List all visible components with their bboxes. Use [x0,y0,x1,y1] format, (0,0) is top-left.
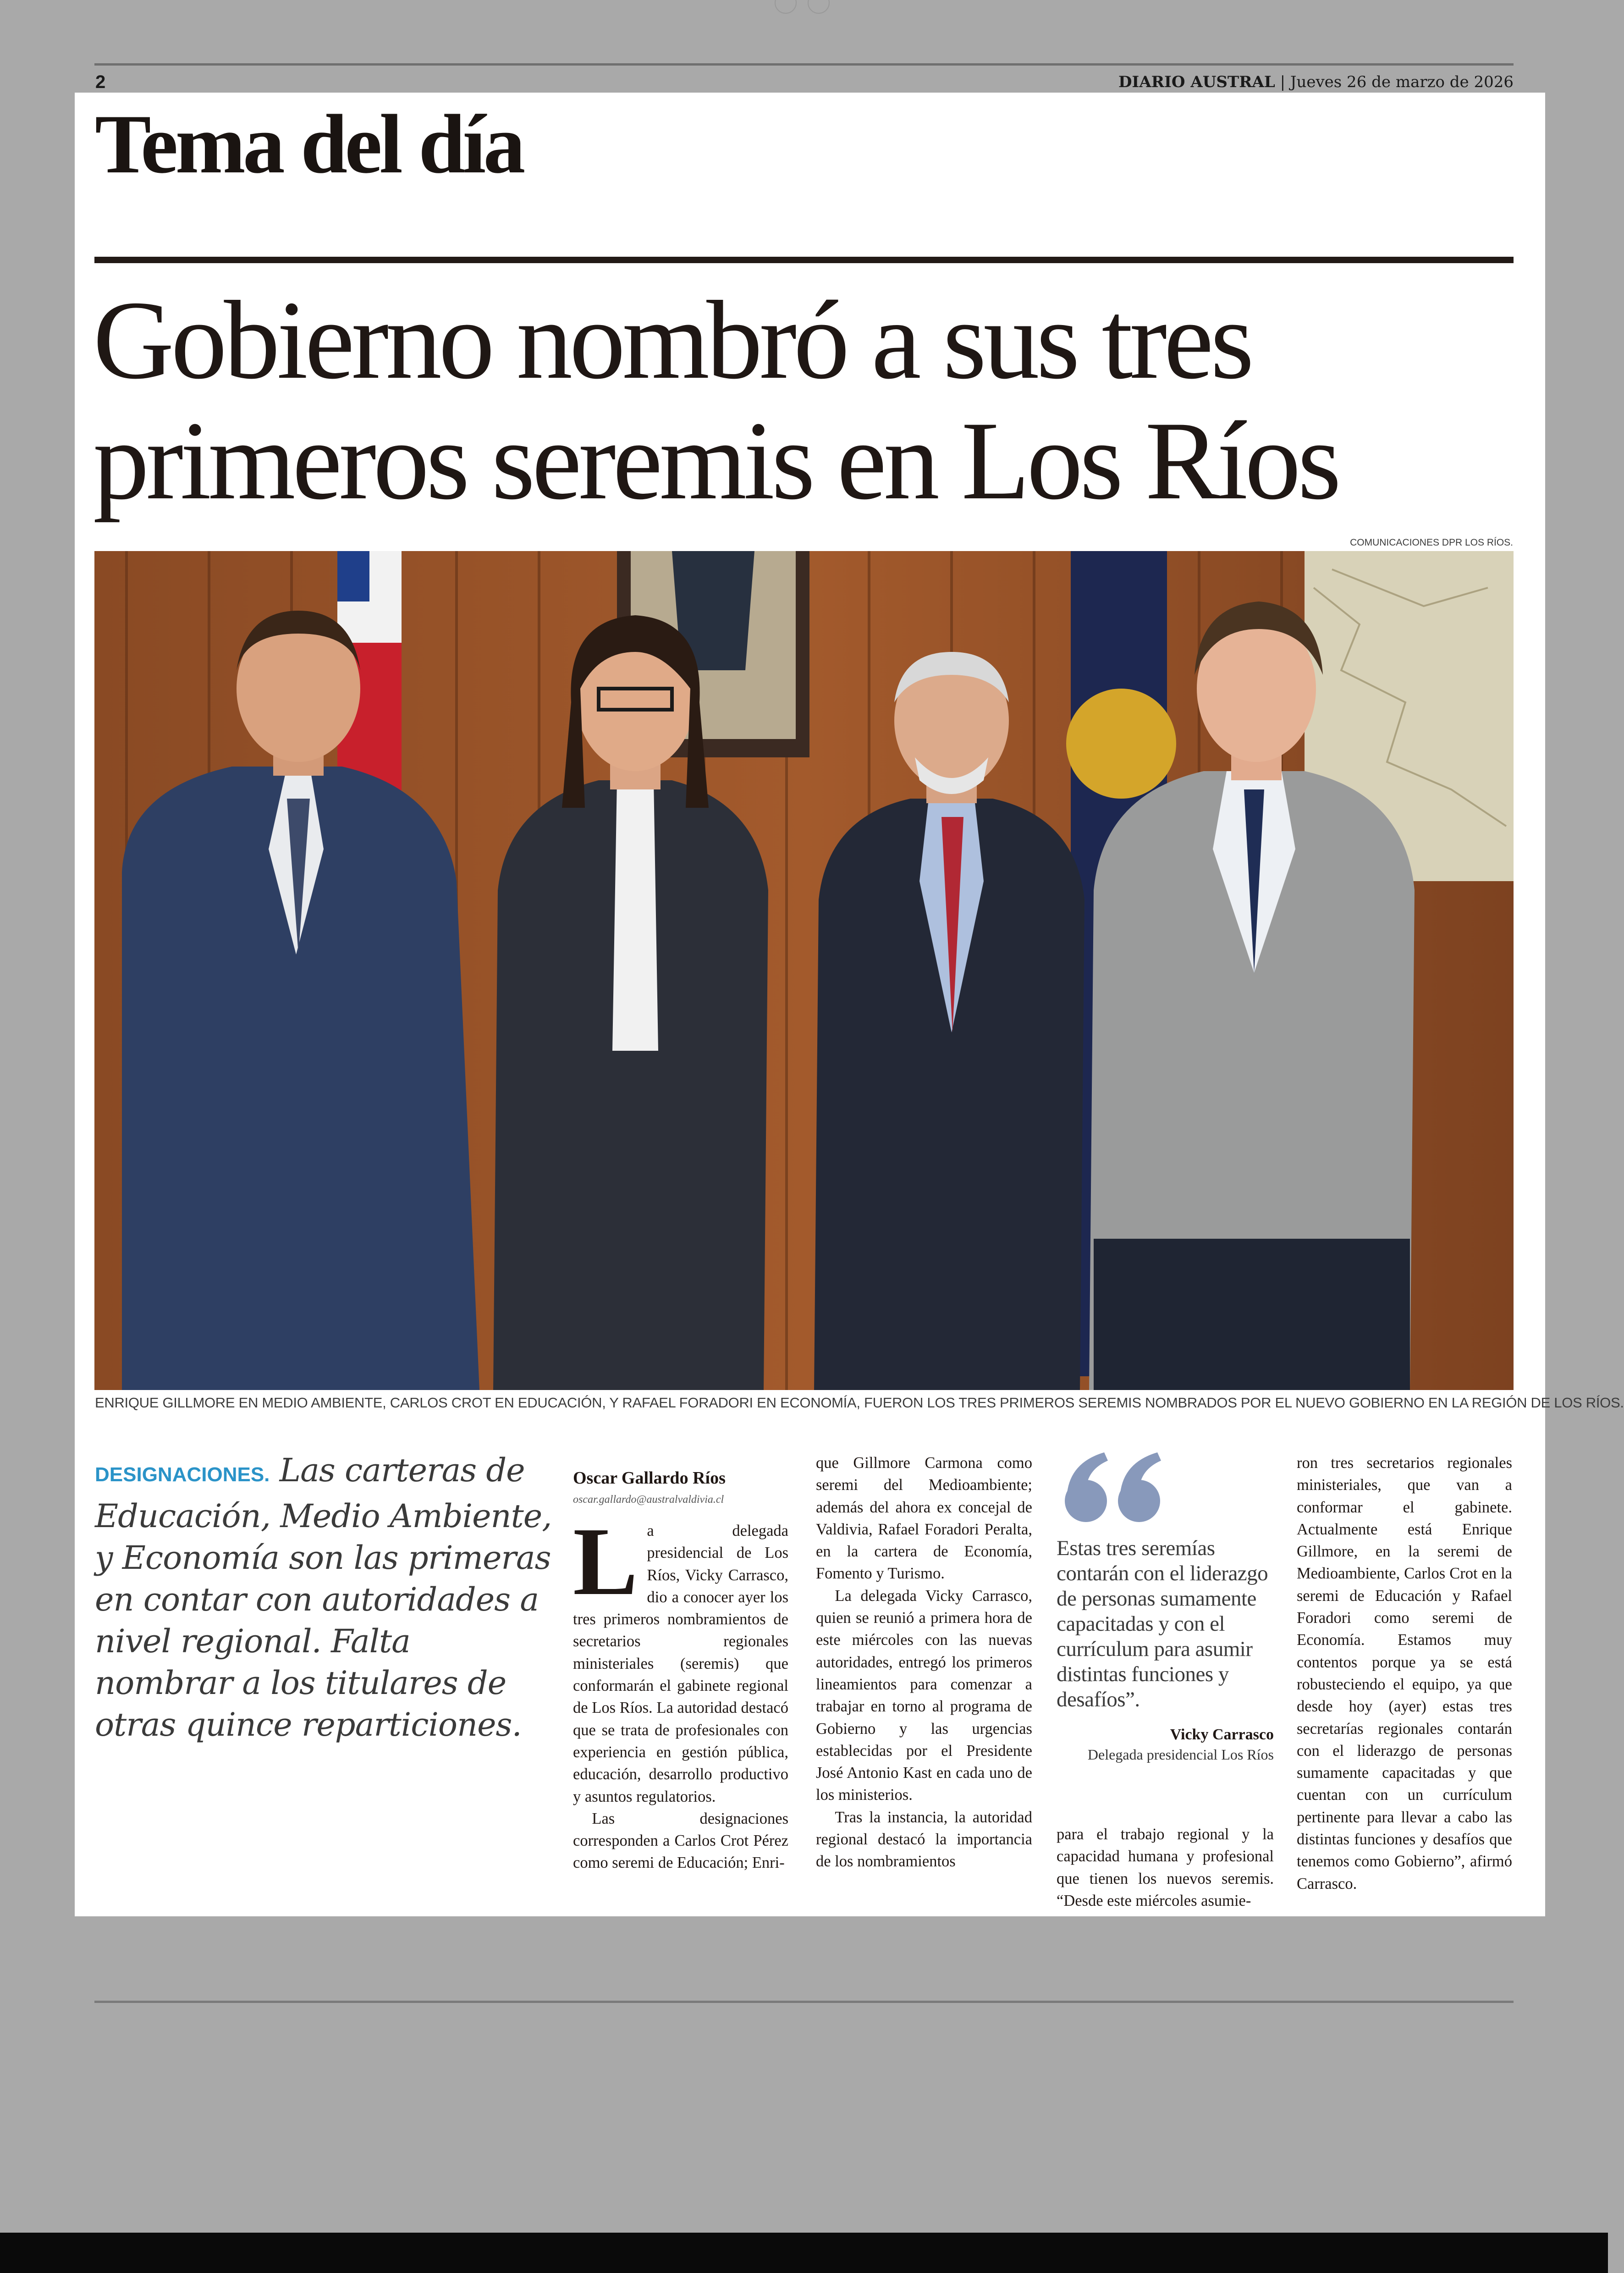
photo-caption: ENRIQUE GILLMORE EN MEDIO AMBIENTE, CARLOS CROT EN EDUCACIÓN, Y RAFAEL FORADORI EN ECONOMÍA, FUERON LOS TRES PRIMEROS SEREMIS NOMBRADOS POR EL NUEVO GOBIERNO EN LA REGIÓN DE LOS RÍOS. [95,1395,1624,1411]
masthead [1118,73,1514,91]
pull-quote-text: Estas tres seremías contarán con el liderazgo de personas sumamente capacitadas y con el currículum para asumir distintas funciones y desafíos”. [1057,1536,1268,1711]
photo-credit: COMUNICACIONES DPR LOS RÍOS. [1350,537,1513,548]
article-photo [94,551,1514,1390]
pull-quote-author: Vicky Carrasco [1170,1726,1274,1743]
author-email[interactable]: oscar.gallardo@australvaldivia.cl [573,1494,724,1506]
nav-next-icon[interactable] [808,0,830,14]
paragraph: Tras la instancia, la autoridad regional destacó la importancia de los nombramientos [816,1808,1032,1870]
paragraph: que Gillmore Carmona como seremi del Medioambiente; además del ahora ex concejal de Valdivia, Rafael Foradori Peralta, en la cartera de Economía, Fomento y Turismo. [816,1454,1032,1583]
newspaper-page [75,93,1624,1916]
headline: Gobierno nombró a sus tres primeros seremis en Los Ríos [93,278,1338,523]
section-title: Tema del día [95,97,523,191]
section-rule [94,257,1514,263]
byline [573,1468,788,1506]
quote-icon [1062,1450,1167,1528]
publication-name: DIARIO AUSTRAL [1118,73,1275,91]
page-viewer-nav [770,0,839,18]
page-header [94,63,1514,93]
author-name: Oscar Gallardo Ríos [573,1468,726,1488]
paragraph: La delegada Vicky Carrasco, quien se reunió a primera hora de este miércoles con las nuevas autoridades, entregó los primeros lineamientos para comenzar a trabajar en torno al programa de Gobierno y las urgencias establecidas por el Presidente José Antonio Kast en cada uno de los ministerios. [816,1587,1032,1804]
paragraph: para el trabajo regional y la capacidad humana y profesional que tienen los nuevos seremis. “Desde este miércoles asumie- [1057,1826,1274,1909]
bottom-rule [94,2001,1514,2003]
issue-date: | Jueves 26 de marzo de 2026 [1280,73,1514,91]
lede [95,1450,553,1746]
page-number: 2 [95,72,106,92]
group-photo [94,551,1514,1390]
pull-quote [1057,1450,1274,1763]
lede-text: Las carteras de Educación, Medio Ambiente, y Economía son las primeras en contar con autoridades a nivel regional. Falta nombrar a los titulares de otras quince reparticiones. [95,1451,552,1743]
nav-prev-icon[interactable] [775,0,797,14]
body-column-1 [573,1507,788,1877]
body-column-3 [1057,1823,1274,1909]
kicker: DESIGNACIONES. [95,1463,270,1486]
paragraph: ron tres secretarios regionales ministeriales, que van a conformar el gabinete. Actualmente está Enrique Gillmore, en la seremi de Medioambiente, Carlos Crot en la seremi de Educación y Rafael Foradori como seremi de Economía. Estamos muy contentos porque ya se está robusteciendo el equipo, ya que desde hoy (ayer) estas tres secretarías regionales contarán con el liderazgo de personas sumamente capacitadas y que cuentan con un currículum pertinente para llevar a cabo las distintas funciones y desafíos que tenemos como Gobierno”, afirmó Carrasco. [1297,1454,1512,1892]
body-column-2 [816,1452,1032,1874]
paragraph: Las designaciones corresponden a Carlos Crot Pérez como seremi de Educación; Enri- [573,1810,788,1872]
drop-cap: L [573,1507,638,1615]
body-column-4 [1297,1452,1512,1892]
paragraph: a delegada presidencial de Los Ríos, Vicky Carrasco, dio a conocer ayer los tres primeros nombramientos de secretarios regionales ministeriales (seremis) que conformarán el gabinete regional de Los Ríos. La autoridad destacó que se trata de profesionales con experiencia en gestión pública, educación, desarrollo productivo y asuntos regulatorios. [573,1522,788,1805]
viewer-bottom-bar [0,2233,1608,2273]
pull-quote-role: Delegada presidencial Los Ríos [1087,1746,1274,1763]
